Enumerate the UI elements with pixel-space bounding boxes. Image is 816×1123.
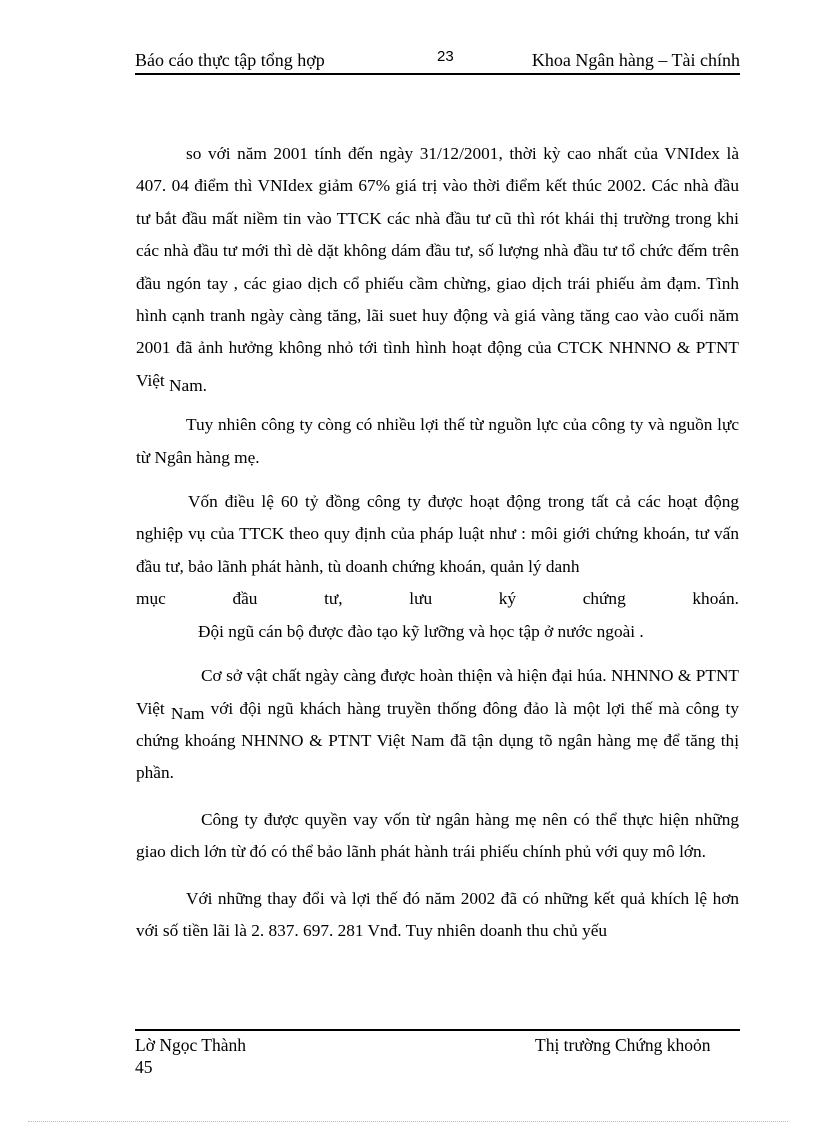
header-report-title: Báo cáo thực tập tổng hợp xyxy=(135,50,325,70)
footer-author: Lờ Ngọc Thành xyxy=(135,1035,246,1055)
page-bottom-dotted-line xyxy=(28,1121,788,1122)
paragraph-7: Với những thay đổi và lợi thế đó năm 2002 đã có những kết quả khích lệ hơn với số tiền lãi là 2. 837. 697. 281 Vnđ. Tuy nhiên doanh thu chủ yếu xyxy=(136,888,739,940)
document-body xyxy=(136,138,739,947)
word: đầu xyxy=(232,589,258,609)
header-department: Khoa Ngân hàng – Tài chính xyxy=(531,50,740,70)
word: tư, xyxy=(324,589,343,609)
page-header xyxy=(135,48,740,72)
paragraph-1-subscript: Nam. xyxy=(169,375,207,395)
paragraph-3-last-line xyxy=(136,583,739,615)
paragraph-5-subscript: Nam xyxy=(170,703,205,723)
paragraph-6: Công ty được quyền vay vốn từ ngân hàng mẹ nên có thể thực hiện những giao dich lớn từ đó có thể bảo lãnh phát hành trái phiếu chính phủ với quy mô lớn. xyxy=(136,809,739,862)
paragraph-2: Tuy nhiên công ty còng có nhiều lợi thế từ nguồn lực của công ty và nguồn lực từ Ngân hàng mẹ. xyxy=(136,415,739,467)
footer-divider xyxy=(135,1029,740,1031)
word: ký xyxy=(498,589,517,609)
paragraph-4: Đội ngũ cán bộ được đào tạo kỹ lưỡng và học tập ở nước ngoài . xyxy=(198,621,644,641)
word: chứng xyxy=(582,589,626,609)
header-divider xyxy=(135,73,740,75)
paragraph-5-text-b: với đội ngũ khách hàng truyền thống đông đảo là một lợi thế mà công ty chứng khoáng NHNNO & PTNT Việt Nam đã tận dụng tõ ngân hàng mẹ để tăng thị phần. xyxy=(136,698,739,783)
page-number: 23 xyxy=(437,48,454,65)
footer-class-number: 45 xyxy=(135,1057,153,1077)
paragraph-3: Vốn điều lệ 60 tỷ đồng công ty được hoạt động trong tất cả các hoạt động nghiệp vụ của TTCK theo quy định của pháp luật như : môi giới chứng khoán, tư vấn đầu tư, bảo lãnh phát hành, tù doanh chứng khoán, quản lý danh xyxy=(136,492,739,576)
word: lưu xyxy=(409,589,433,609)
paragraph-1 xyxy=(136,138,739,397)
paragraph-5 xyxy=(136,660,739,790)
word: khoán. xyxy=(692,589,739,609)
footer-subject: Thị trường Chứng khoỏn xyxy=(535,1035,711,1055)
paragraph-1-text: so với năm 2001 tính đến ngày 31/12/2001, thời kỳ cao nhất của VNIdex là 407. 04 điểm thì VNIdex giảm 67% giá trị vào thời điểm kết thúc 2002. Các nhà đầu tư bắt đầu mất niềm tin vào TTCK các nhà đầu tư cũ thì rót khái thị trường trong khi các nhà đầu tư mới thì dè dặt không dám đầu tư, số lượng nhà đầu tư tổ chức đếm trên đầu ngón tay , các giao dịch cổ phiếu cầm chừng, giao dịch trái phiếu ảm đạm. Tình hình cạnh tranh ngày càng tăng, lãi suet huy động và giá vàng tăng cao vào cuối năm 2001 đã ảnh hưởng không nhỏ tới tình hình hoạt động của CTCK NHNNO & PTNT Việt xyxy=(136,144,739,390)
word: mục xyxy=(136,589,166,609)
paragraph-5-text-a: Cơ sở vật chất ngày càng được hoàn thiện và hiện đại húa. NHNNO & PTNT Việt xyxy=(136,666,739,718)
